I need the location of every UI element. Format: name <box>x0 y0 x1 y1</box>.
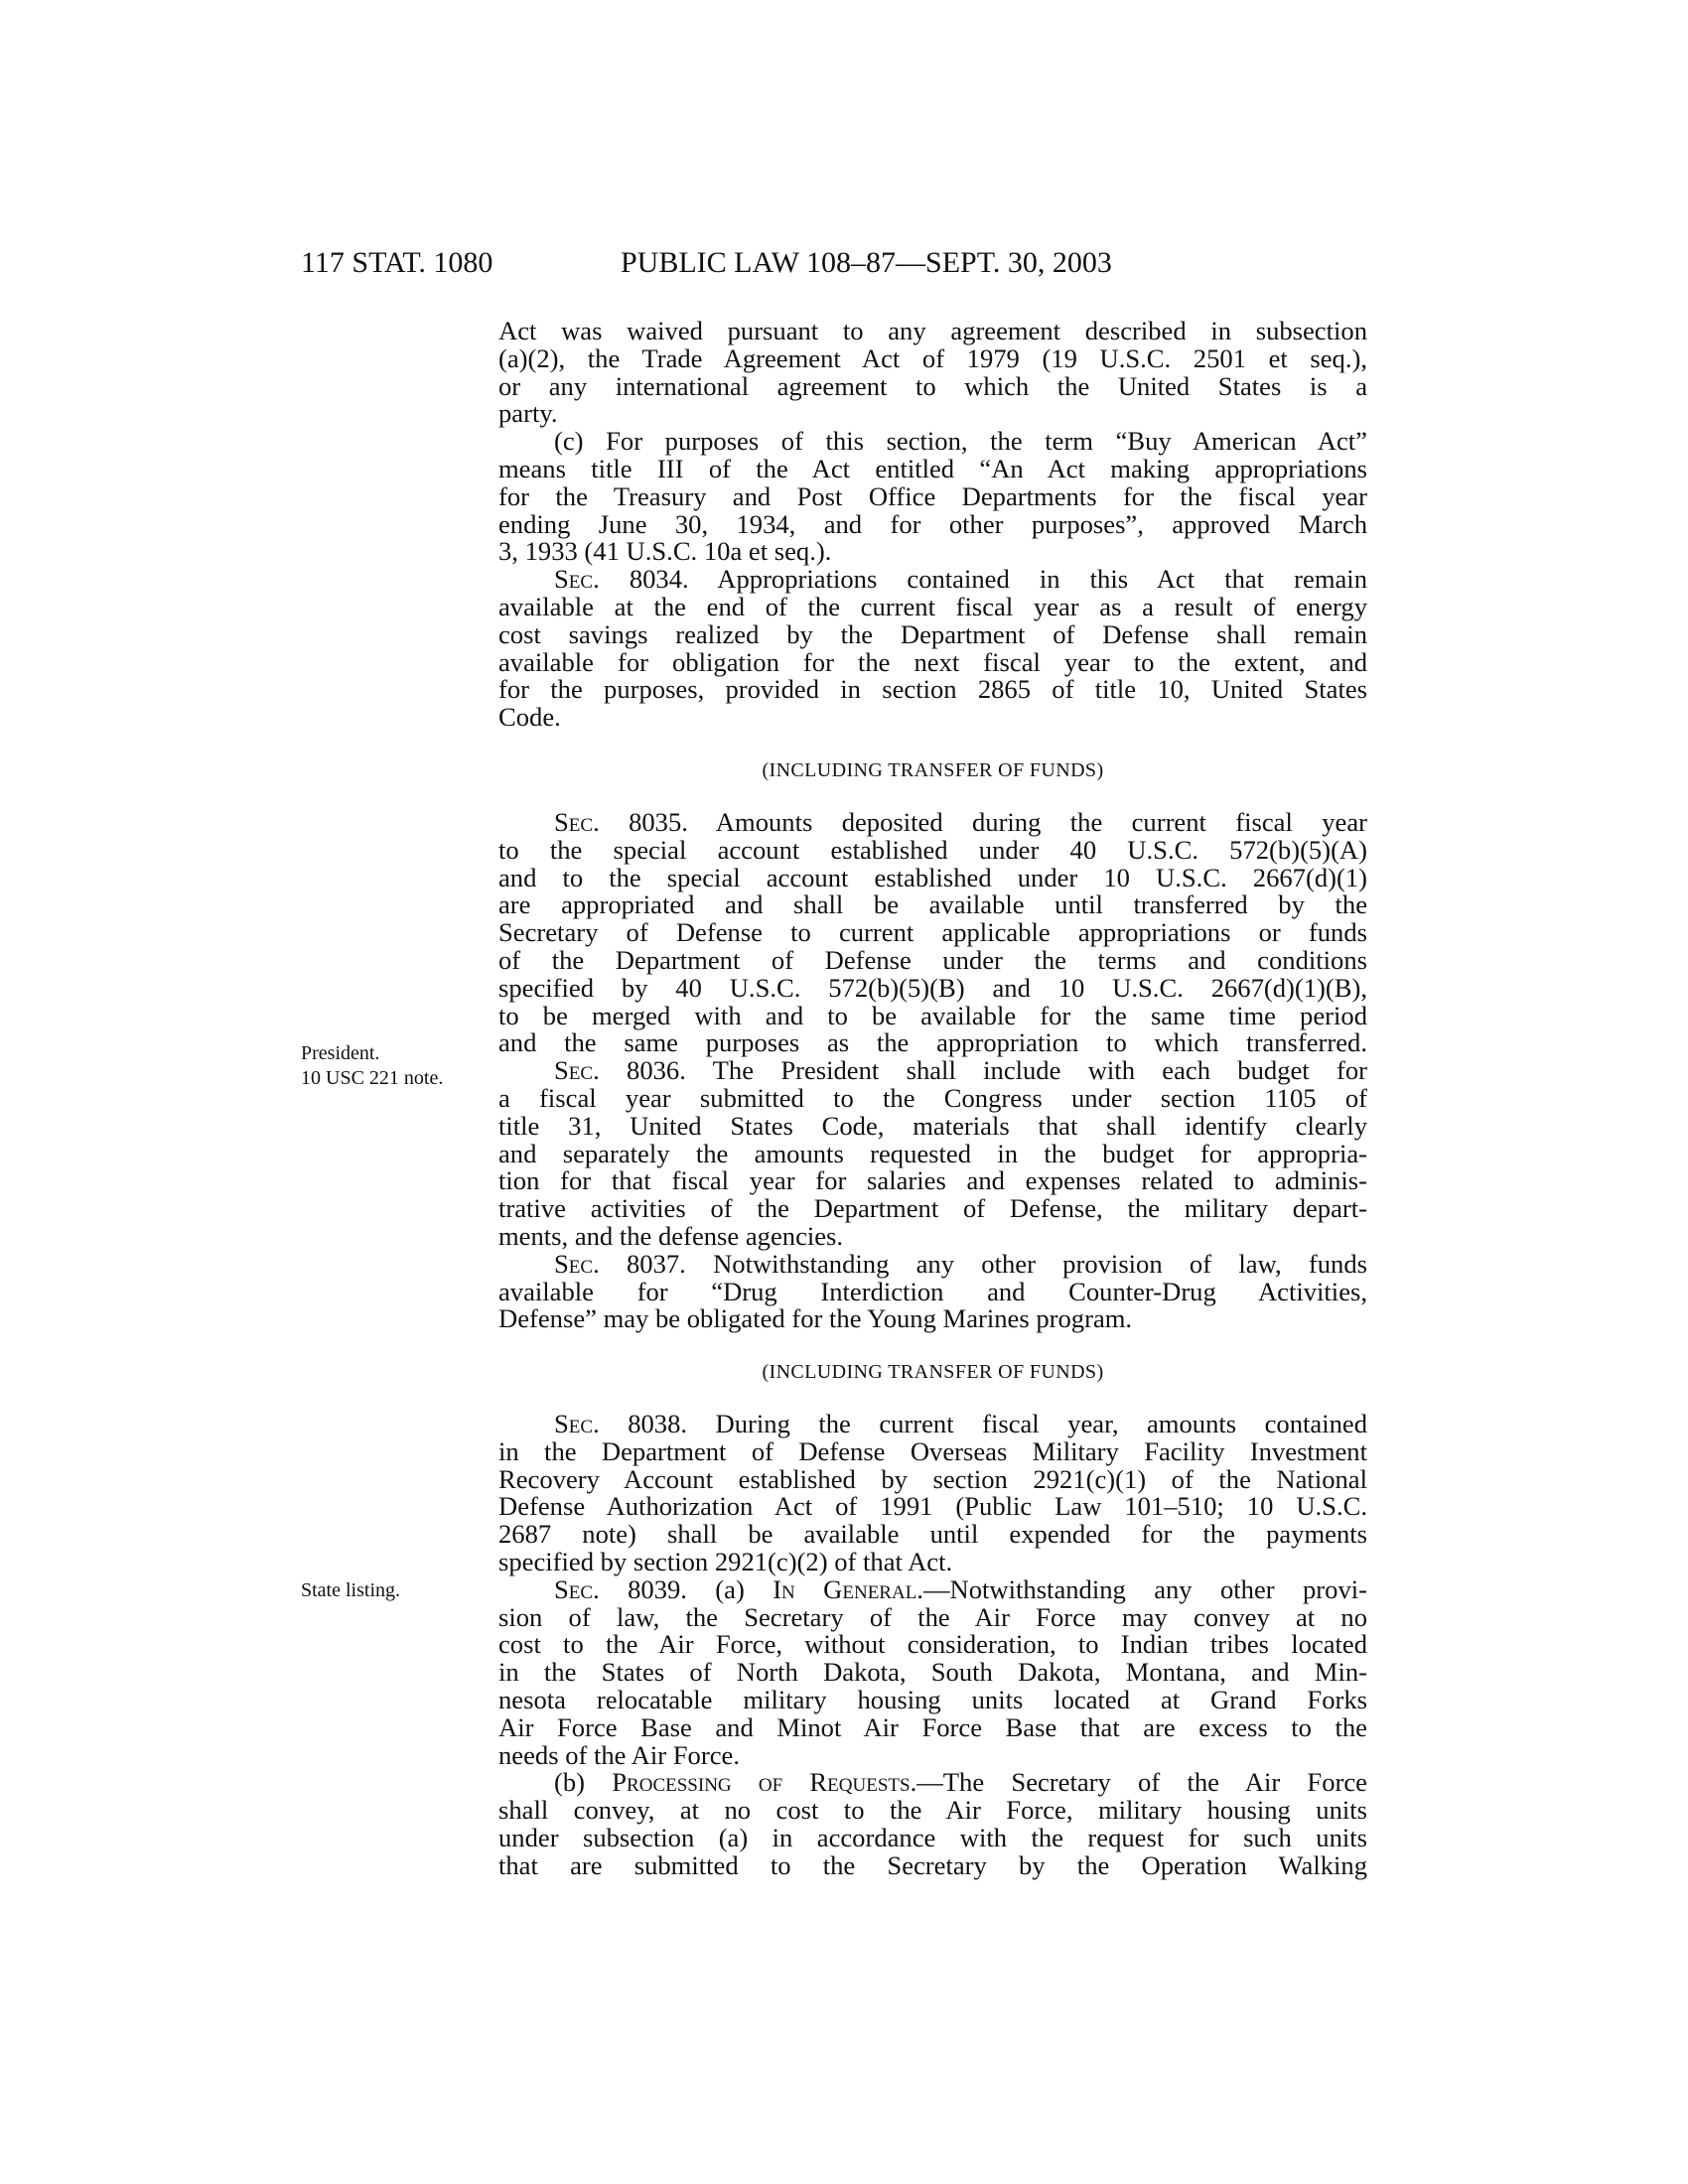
section-8036-line: ments, and the defense agencies. <box>498 1220 844 1251</box>
section-8037-line: available for “Drug Interdiction and Counter-Drug Activities, <box>498 1276 1367 1306</box>
section-8035-line: specified by 40 U.S.C. 572(b)(5)(B) and 10 U.S.C. 2667(d)(1)(B), <box>498 972 1367 1003</box>
section-8039-line: in the States of North Dakota, South Dakota, Montana, and Min- <box>498 1657 1367 1688</box>
subsection-c-line: for the Treasury and Post Office Departments for the fiscal year <box>498 480 1367 511</box>
document-body <box>498 318 1367 1880</box>
section-8035-line: to the special account established under 40 U.S.C. 572(b)(5)(A) <box>498 834 1367 865</box>
margin-note-state-listing: State listing. <box>301 1579 400 1601</box>
margin-note-president: President. <box>301 1042 380 1064</box>
section-8037-line: Defense” may be obligated for the Young Marines program. <box>498 1303 1133 1334</box>
section-8039-line: Air Force Base and Minot Air Force Base that are excess to the <box>498 1711 1367 1742</box>
section-8039-line: cost to the Air Force, without consideration, to Indian tribes located <box>498 1629 1367 1660</box>
section-8035-line: to be merged with and to be available for the same time period <box>498 1000 1367 1030</box>
section-8035-line: are appropriated and shall be available until transferred by the <box>498 889 1367 920</box>
section-label: Sec. <box>554 1248 600 1279</box>
section-8038-line: Sec. 8038. During the current fiscal year, amounts contained <box>554 1409 1367 1439</box>
public-law-title: PUBLIC LAW 108–87—SEPT. 30, 2003 <box>621 246 1112 279</box>
section-8035-line: of the Department of Defense under the terms and conditions <box>498 944 1367 975</box>
section-8036-line: Sec. 8036. The President shall include with each budget for <box>554 1055 1367 1086</box>
section-8038-line: Recovery Account established by section 2921(c)(1) of the National <box>498 1463 1367 1494</box>
section-label: Sec. <box>554 806 600 837</box>
subsection-c-line: (c) For purposes of this section, the term “Buy American Act” <box>554 426 1367 457</box>
section-8039-line: sion of law, the Secretary of the Air Force may convey at no <box>498 1601 1367 1632</box>
section-8039-line: needs of the Air Force. <box>498 1739 740 1770</box>
section-8034-line: available at the end of the current fiscal year as a result of energy <box>498 591 1367 621</box>
subsection-c-line: means title III of the Act entitled “An Act making appropriations <box>498 453 1367 483</box>
section-8039-line: nesota relocatable military housing units located at Grand Forks <box>498 1685 1367 1715</box>
section-8034-line: for the purposes, provided in section 2865 of title 10, United States <box>498 674 1367 705</box>
section-8035-line: and to the special account established under 10 U.S.C. 2667(d)(1) <box>498 862 1367 892</box>
section-8036-line: and separately the amounts requested in the budget for appropria- <box>498 1138 1367 1168</box>
section-8034-line: Sec. 8034. Appropriations contained in this Act that remain <box>554 564 1367 595</box>
section-8038-line: in the Department of Defense Overseas Military Facility Investment <box>498 1435 1367 1466</box>
section-8038-line: Defense Authorization Act of 1991 (Public Law 101–510; 10 U.S.C. <box>498 1491 1367 1522</box>
statute-page-number: 117 STAT. 1080 <box>301 246 493 279</box>
section-8038-line: 2687 note) shall be available until expended for the payments <box>498 1519 1367 1550</box>
section-8039b-line: that are submitted to the Secretary by the Operation Walking <box>498 1849 1367 1880</box>
continued-line: Act was waived pursuant to any agreement described in subsection <box>498 316 1367 345</box>
continued-line: (a)(2), the Trade Agreement Act of 1979 (19 U.S.C. 2501 et seq.), <box>498 342 1367 373</box>
section-8039-line: Sec. 8039. (a) In General.—Notwithstanding any other provi- <box>554 1573 1367 1604</box>
section-8036-line: a fiscal year submitted to the Congress under section 1105 of <box>498 1082 1367 1113</box>
heading-transfer-of-funds: (INCLUDING TRANSFER OF FUNDS) <box>762 1361 1104 1384</box>
page-header <box>301 246 1373 286</box>
section-8035-line: Sec. 8035. Amounts deposited during the current fiscal year <box>554 806 1367 837</box>
section-8037-line: Sec. 8037. Notwithstanding any other provision of law, funds <box>554 1248 1367 1279</box>
section-8039b-line: shall convey, at no cost to the Air Force, military housing units <box>498 1795 1367 1826</box>
continued-line: or any international agreement to which the United States is a <box>498 370 1367 401</box>
section-8036-line: title 31, United States Code, materials that shall identify clearly <box>498 1110 1367 1141</box>
subsection-c-line: ending June 30, 1934, and for other purposes”, approved March <box>498 508 1367 539</box>
section-label: Sec. <box>554 1055 600 1086</box>
section-label: Sec. <box>554 1409 600 1439</box>
subsection-c-line: 3, 1933 (41 U.S.C. 10a et seq.). <box>498 536 832 567</box>
continued-line: party. <box>498 398 558 429</box>
section-label: Sec. <box>554 1573 600 1604</box>
section-8036-line: trative activities of the Department of Defense, the military depart- <box>498 1193 1367 1224</box>
section-label: Sec. <box>554 564 600 595</box>
heading-transfer-of-funds: (INCLUDING TRANSFER OF FUNDS) <box>762 758 1104 781</box>
subsection-heading: In General <box>773 1573 917 1604</box>
section-8035-line: and the same purposes as the appropriation to which transferred. <box>498 1027 1367 1058</box>
section-8034-line: available for obligation for the next fiscal year to the extent, and <box>498 646 1367 677</box>
section-8034-line: Code. <box>498 702 561 733</box>
margin-note-usc: 10 USC 221 note. <box>301 1067 444 1089</box>
section-8036-line: tion for that fiscal year for salaries and expenses related to adminis- <box>498 1165 1367 1196</box>
subsection-heading: Processing of Requests <box>612 1767 911 1798</box>
section-8034-line: cost savings realized by the Department of Defense shall remain <box>498 618 1367 649</box>
section-8035-line: Secretary of Defense to current applicable appropriations or funds <box>498 917 1367 948</box>
section-8038-line: specified by section 2921(c)(2) of that Act. <box>498 1547 953 1577</box>
section-8039b-line: (b) Processing of Requests.—The Secretary of the Air Force <box>554 1767 1367 1798</box>
section-8039b-line: under subsection (a) in accordance with the request for such units <box>498 1823 1367 1853</box>
